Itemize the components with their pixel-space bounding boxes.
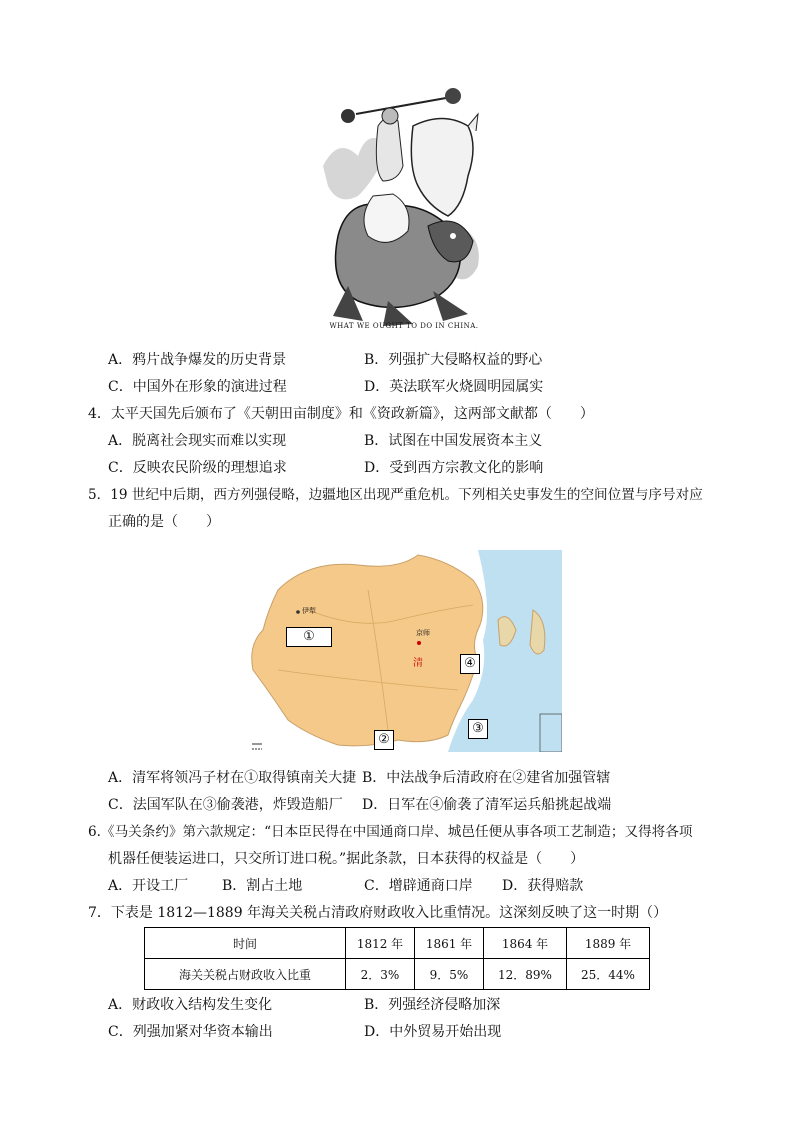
- q7-option-c[interactable]: C．列强加紧对华资本输出: [108, 1024, 273, 1040]
- map-marker-3: ③: [468, 719, 488, 739]
- q6-option-b[interactable]: B．割占土地: [222, 878, 303, 894]
- q5-stem-line1: 5．19 世纪中后期，西方列强侵略，边疆地区出现严重危机。下列相关史事发生的空间位置与序号对应: [88, 487, 703, 503]
- q5-option-c[interactable]: C．法国军队在③偷袭港，炸毁造船厂: [108, 797, 343, 813]
- table-cell: 12．89%: [484, 959, 567, 990]
- q3-option-c[interactable]: C．中国外在形象的演进过程: [108, 379, 287, 395]
- q5-option-a[interactable]: A．清军将领冯子材在①取得镇南关大捷: [108, 770, 357, 786]
- q5-option-d[interactable]: D．日军在④偷袭了清军运兵船挑起战端: [362, 797, 612, 813]
- q6-option-a[interactable]: A．开设工厂: [108, 878, 189, 894]
- q7-option-d[interactable]: D．中外贸易开始出现: [364, 1024, 502, 1040]
- q6-stem-line2: 机器任便装运进口，只交所订进口税。”据此条款，日本获得的权益是（ ）: [108, 851, 585, 867]
- q4-stem: 4．太平天国先后颁布了《天朝田亩制度》和《资政新篇》，这两部文献都（ ）: [88, 406, 594, 422]
- table-header-cell: 1864 年: [484, 928, 567, 959]
- q3-option-a[interactable]: A．鸦片战争爆发的历史背景: [108, 352, 287, 368]
- q6-option-c[interactable]: C．增辟通商口岸: [364, 878, 473, 894]
- q5-stem-line2: 正确的是（ ）: [108, 514, 220, 530]
- table-header-cell: 1861 年: [415, 928, 484, 959]
- cartoon-illustration: [318, 86, 490, 330]
- map-marker-2: ②: [374, 730, 394, 750]
- q3-option-d[interactable]: D．英法联军火烧圆明园属实: [364, 379, 544, 395]
- q4-option-a[interactable]: A．脱离社会现实而难以实现: [108, 433, 287, 449]
- q7-stem: 7．下表是 1812—1889 年海关关税占清政府财政收入比重情况。这深刻反映了这一时期（）: [88, 905, 668, 921]
- map-marker-1: ①: [286, 627, 332, 647]
- table-cell: 海关关税占财政收入比重: [145, 959, 346, 990]
- map-label-jingshi: 京师: [416, 629, 430, 637]
- china-map: [248, 550, 562, 752]
- table-row: [145, 959, 650, 990]
- q7-option-b[interactable]: B．列强经济侵略加深: [364, 997, 501, 1013]
- q6-option-d[interactable]: D．获得赔款: [502, 878, 584, 894]
- q7-option-a[interactable]: A．财政收入结构发生变化: [108, 997, 273, 1013]
- map-marker-4: ④: [460, 654, 480, 674]
- q3-option-b[interactable]: B．列强扩大侵略权益的野心: [364, 352, 543, 368]
- q5-option-b[interactable]: B．中法战争后清政府在②建省加强管辖: [362, 770, 611, 786]
- table-header-cell: 1889 年: [567, 928, 650, 959]
- table-header-row: [145, 928, 650, 959]
- tariff-table: [144, 927, 650, 990]
- q6-stem-line1: 6.《马关条约》第六款规定：“日本臣民得在中国通商口岸、城邑任便从事各项工艺制造；又得将各项: [88, 824, 693, 840]
- table-cell: 25．44%: [567, 959, 650, 990]
- table-header-cell: 时间: [145, 928, 346, 959]
- q4-option-c[interactable]: C．反映农民阶级的理想追求: [108, 460, 287, 476]
- cartoon-caption: WHAT WE OUGHT TO DO IN CHINA.: [329, 322, 479, 330]
- table-cell: 9．5%: [415, 959, 484, 990]
- q4-option-b[interactable]: B．试图在中国发展资本主义: [364, 433, 543, 449]
- table-header-cell: 1812 年: [346, 928, 415, 959]
- map-label-qing: 清: [413, 658, 423, 669]
- table-cell: 2．3%: [346, 959, 415, 990]
- map-label-yili: 伊犁: [302, 607, 316, 615]
- q4-option-d[interactable]: D．受到西方宗教文化的影响: [364, 460, 544, 476]
